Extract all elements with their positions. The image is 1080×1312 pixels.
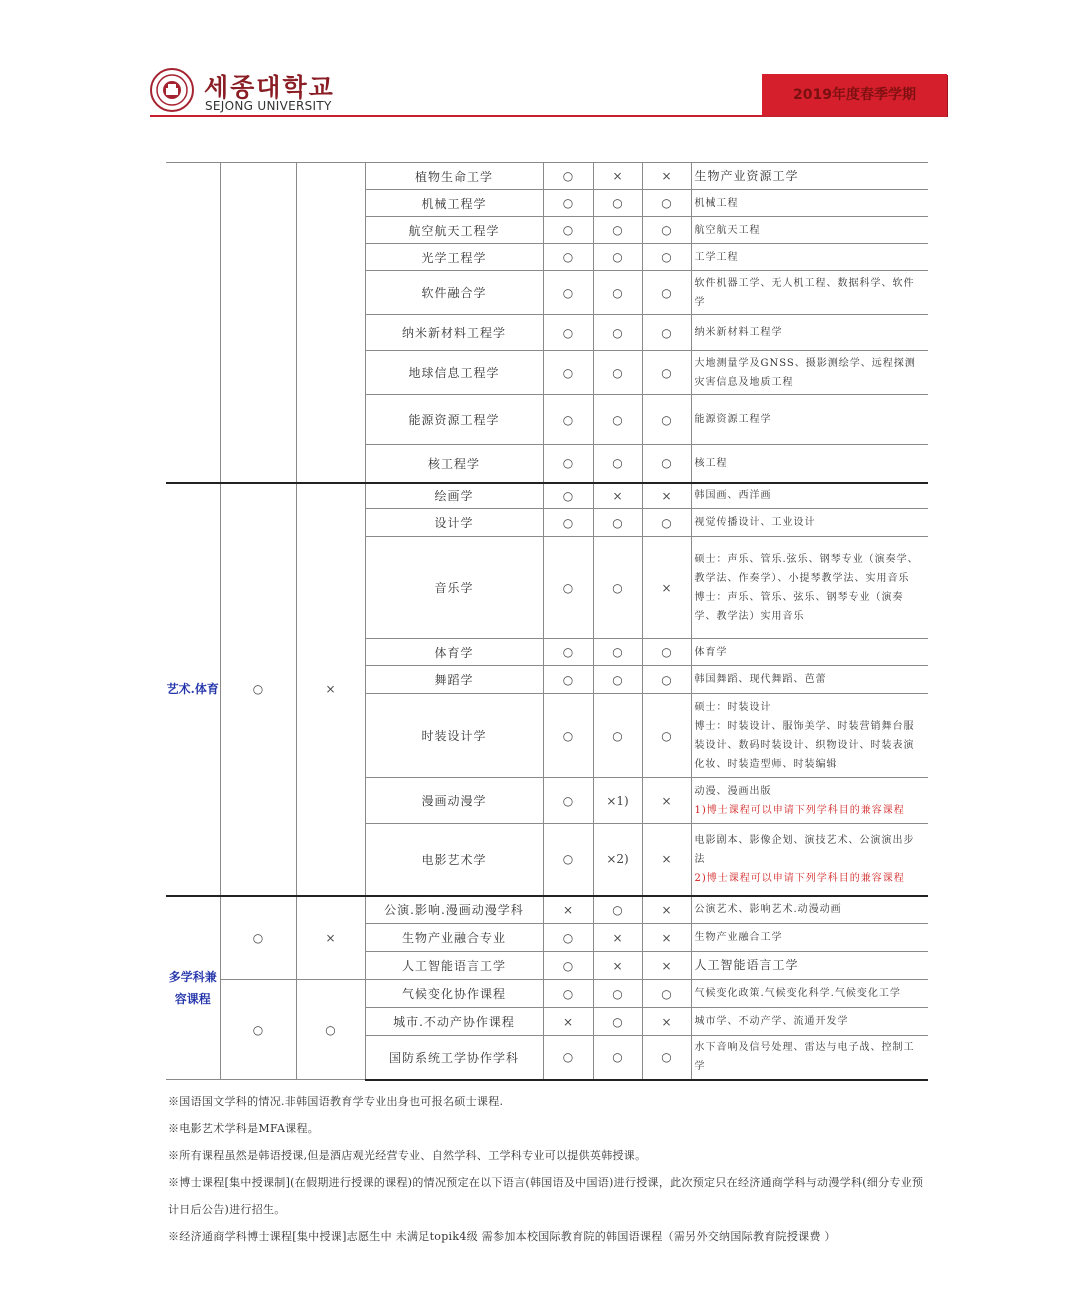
mark-2: ○ — [593, 315, 642, 351]
mark-3: ○ — [642, 190, 691, 217]
major-description: 大地测量学及GNSS、摄影测绘学、远程探测灾害信息及地质工程 — [691, 351, 928, 395]
footnote: ※国语国文学科的情况.非韩国语教育学专业出身也可报名硕士课程. — [168, 1095, 504, 1108]
dept-name: 机械工程学 — [365, 190, 543, 217]
dept-name: 植物生命工学 — [365, 163, 543, 190]
major-description: 韩国画、西洋画 — [691, 483, 928, 509]
mark-1: ○ — [543, 445, 593, 483]
major-description: 城市学、不动产学、流通开发学 — [691, 1008, 928, 1036]
mark-2: ○ — [593, 351, 642, 395]
group-mark-a: ○ — [220, 980, 296, 1080]
dept-name: 光学工程学 — [365, 244, 543, 271]
major-description: 纳米新材料工程学 — [691, 315, 928, 351]
mark-2: ○ — [593, 639, 642, 666]
major-description: 气候变化政策.气候变化科学.气候变化工学 — [691, 980, 928, 1008]
mark-1: ○ — [543, 163, 593, 190]
mark-3: ○ — [642, 271, 691, 315]
desc-line-1: 硕士：时装设计 — [694, 701, 772, 713]
dept-name: 软件融合学 — [365, 271, 543, 315]
dept-name: 公演.影响.漫画动漫学科 — [365, 896, 543, 924]
mark-3: ○ — [642, 694, 691, 778]
group-mark-a: ○ — [220, 896, 296, 980]
dept-name: 气候变化协作课程 — [365, 980, 543, 1008]
category-mark-b: × — [296, 483, 365, 896]
dept-name: 绘画学 — [365, 483, 543, 509]
university-name-korean: 세종대학교 — [204, 73, 335, 102]
dept-name: 漫画动漫学 — [365, 778, 543, 824]
mark-1: ○ — [543, 824, 593, 896]
mark-1: ○ — [543, 694, 593, 778]
category-name: 艺术.体育 — [166, 483, 220, 896]
mark-1: ○ — [543, 778, 593, 824]
footnotes — [168, 1088, 928, 1250]
mark-3: × — [642, 1008, 691, 1036]
group-mark-b: × — [296, 896, 365, 980]
category-mark-b — [296, 163, 365, 483]
mark-3: × — [642, 824, 691, 896]
dept-name: 核工程学 — [365, 445, 543, 483]
major-description — [691, 778, 928, 824]
mark-2: ○ — [593, 896, 642, 924]
major-description: 航空航天工程 — [691, 217, 928, 244]
mark-1: ○ — [543, 395, 593, 445]
dept-name: 国防系统工学协作学科 — [365, 1036, 543, 1080]
mark-3: ○ — [642, 980, 691, 1008]
major-description: 韩国舞蹈、现代舞蹈、芭蕾 — [691, 666, 928, 694]
mark-2: ○ — [593, 537, 642, 639]
mark-1: ○ — [543, 217, 593, 244]
mark-2: × — [593, 924, 642, 952]
mark-2: ×2) — [593, 824, 642, 896]
mark-2: ○ — [593, 666, 642, 694]
mark-1: ○ — [543, 315, 593, 351]
desc-line-2: 博士：声乐、管乐、弦乐、钢琴专业（演奏学、教学法）实用音乐 — [694, 591, 904, 622]
dept-name: 舞蹈学 — [365, 666, 543, 694]
category-name: 多学科兼容课程 — [166, 896, 220, 1080]
desc-line-1: 硕士：声乐、管乐.弦乐、钢琴专业（演奏学、教学法、作奏学）、小提琴教学法、实用音乐 — [694, 553, 919, 584]
footnote: ※经济通商学科博士课程[集中授课]志愿生中 未满足topik4级 需参加本校国际教育院的韩国语课程（需另外交纳国际教育院授课费 ） — [168, 1230, 836, 1243]
dept-name: 体育学 — [365, 639, 543, 666]
mark-3: ○ — [642, 315, 691, 351]
mark-2: ○ — [593, 190, 642, 217]
dept-name: 能源资源工程学 — [365, 395, 543, 445]
mark-2: ×1) — [593, 778, 642, 824]
mark-3: × — [642, 537, 691, 639]
mark-1: × — [543, 896, 593, 924]
mark-3: ○ — [642, 244, 691, 271]
mark-2: ○ — [593, 395, 642, 445]
mark-3: × — [642, 924, 691, 952]
term-badge: 2019年度春季学期 — [762, 74, 947, 116]
mark-3: × — [642, 778, 691, 824]
mark-1: ○ — [543, 980, 593, 1008]
major-description: 视觉传播设计、工业设计 — [691, 509, 928, 537]
dept-name: 城市.不动产协作课程 — [365, 1008, 543, 1036]
footnote: ※博士课程[集中授课制](在假期进行授课的课程)的情况预定在以下语言(韩国语及中国语)进行授课，此次预定只在经济通商学科与动漫学科(细分专业预计日后公告)进行招生。 — [168, 1176, 924, 1216]
mark-2: ○ — [593, 509, 642, 537]
mark-1: ○ — [543, 924, 593, 952]
mark-2: ○ — [593, 1036, 642, 1080]
mark-2: × — [593, 483, 642, 509]
mark-2: ○ — [593, 217, 642, 244]
programs-table — [166, 162, 928, 1081]
dept-name: 纳米新材料工程学 — [365, 315, 543, 351]
mark-3: × — [642, 952, 691, 980]
mark-1: ○ — [543, 351, 593, 395]
mark-3: × — [642, 483, 691, 509]
mark-2: ○ — [593, 694, 642, 778]
header-divider — [150, 115, 947, 117]
mark-1: ○ — [543, 483, 593, 509]
mark-2: ○ — [593, 445, 642, 483]
category-mark-a: ○ — [220, 483, 296, 896]
major-description: 工学工程 — [691, 244, 928, 271]
major-description: 生物产业融合工学 — [691, 924, 928, 952]
mark-3: ○ — [642, 666, 691, 694]
major-description: 软件机器工学、无人机工程、数据科学、软件学 — [691, 271, 928, 315]
mark-3: ○ — [642, 639, 691, 666]
dept-name: 电影艺术学 — [365, 824, 543, 896]
compatible-course-note: 2)博士课程可以申请下列学科目的兼容课程 — [694, 872, 905, 884]
dept-name: 时装设计学 — [365, 694, 543, 778]
mark-2: × — [593, 163, 642, 190]
mark-2: ○ — [593, 1008, 642, 1036]
major-description: 公演艺术、影响艺术.动漫动画 — [691, 896, 928, 924]
university-emblem-icon — [150, 68, 194, 112]
mark-1: ○ — [543, 639, 593, 666]
category-mark-a — [220, 163, 296, 483]
category-cell-empty — [166, 163, 220, 483]
group-mark-b: ○ — [296, 980, 365, 1080]
mark-2: ○ — [593, 980, 642, 1008]
mark-3: × — [642, 896, 691, 924]
major-description: 核工程 — [691, 445, 928, 483]
university-name-english: SEJONG UNIVERSITY — [205, 99, 332, 113]
mark-3: ○ — [642, 351, 691, 395]
desc-line-2: 博士：时装设计、服饰美学、时装营销舞台服装设计、数码时装设计、织物设计、时装表演化妆、时装造型师、时装编辑 — [694, 720, 915, 770]
dept-name: 音乐学 — [365, 537, 543, 639]
page-header — [150, 66, 947, 118]
mark-1: ○ — [543, 271, 593, 315]
mark-3: ○ — [642, 445, 691, 483]
major-description: 水下音响及信号处理、雷达与电子战、控制工学 — [691, 1036, 928, 1080]
compatible-course-note: 1)博士课程可以申请下列学科目的兼容课程 — [694, 804, 905, 816]
major-description — [691, 694, 928, 778]
mark-1: ○ — [543, 537, 593, 639]
dept-name: 生物产业融合专业 — [365, 924, 543, 952]
mark-1: ○ — [543, 509, 593, 537]
footnote: ※所有课程虽然是韩语授课,但是酒店观光经营专业、自然学科、工学科专业可以提供英韩授课。 — [168, 1149, 647, 1162]
major-description — [691, 824, 928, 896]
mark-3: ○ — [642, 217, 691, 244]
major-description: 人工智能语言工学 — [691, 952, 928, 980]
major-description: 生物产业资源工学 — [691, 163, 928, 190]
mark-1: ○ — [543, 666, 593, 694]
mark-1: × — [543, 1008, 593, 1036]
mark-3: ○ — [642, 395, 691, 445]
mark-1: ○ — [543, 190, 593, 217]
mark-2: × — [593, 952, 642, 980]
desc-line-1: 电影剧本、影像企划、演技艺术、公演演出步法 — [694, 834, 915, 865]
dept-name: 人工智能语言工学 — [365, 952, 543, 980]
dept-name: 地球信息工程学 — [365, 351, 543, 395]
major-description: 机械工程 — [691, 190, 928, 217]
mark-2: ○ — [593, 244, 642, 271]
mark-1: ○ — [543, 1036, 593, 1080]
mark-1: ○ — [543, 952, 593, 980]
major-description: 体育学 — [691, 639, 928, 666]
mark-3: × — [642, 163, 691, 190]
mark-2: ○ — [593, 271, 642, 315]
mark-3: ○ — [642, 509, 691, 537]
dept-name: 航空航天工程学 — [365, 217, 543, 244]
dept-name: 设计学 — [365, 509, 543, 537]
major-description: 能源资源工程学 — [691, 395, 928, 445]
mark-1: ○ — [543, 244, 593, 271]
mark-3: ○ — [642, 1036, 691, 1080]
major-description — [691, 537, 928, 639]
desc-line-1: 动漫、漫画出版 — [694, 785, 772, 797]
footnote: ※电影艺术学科是MFA课程。 — [168, 1122, 320, 1135]
